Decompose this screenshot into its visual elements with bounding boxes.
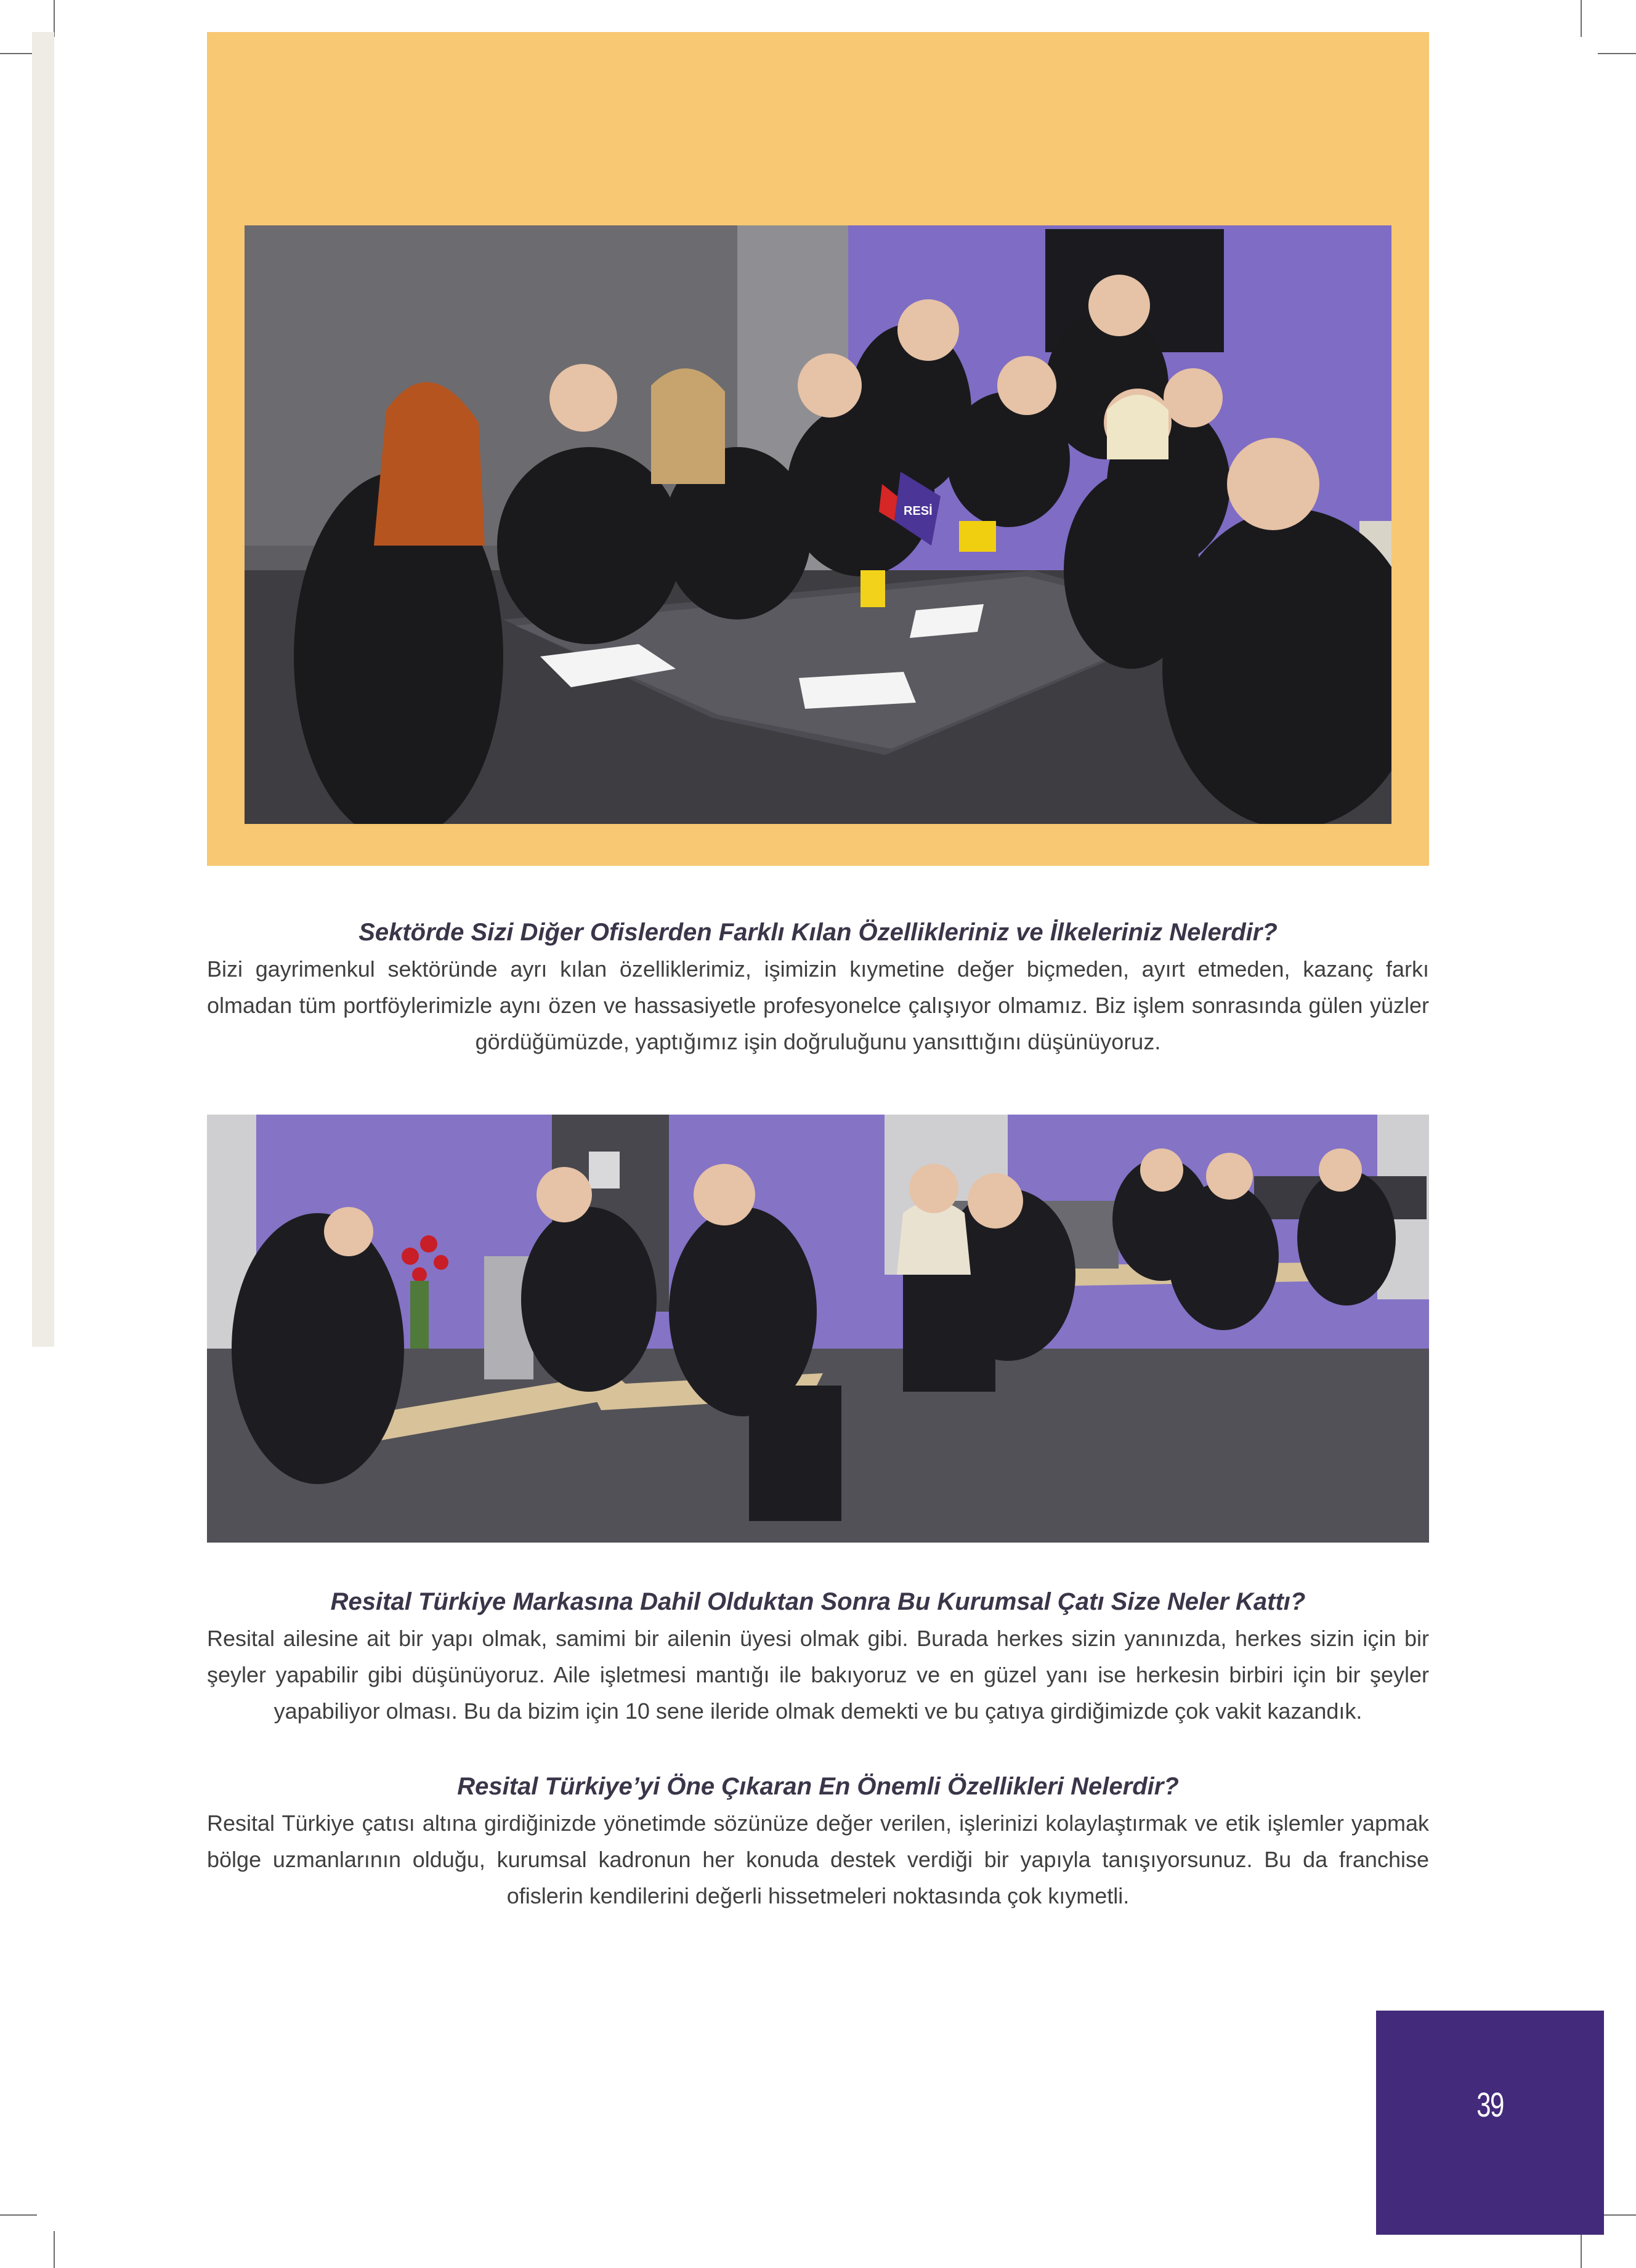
meeting-room-photo: [245, 225, 1391, 824]
crop-mark: [0, 53, 37, 54]
crop-mark: [54, 0, 55, 37]
crop-mark: [1581, 2231, 1582, 2268]
binding-strip: [32, 32, 54, 1347]
crop-mark: [54, 2231, 55, 2268]
section-body: Resital ailesine ait bir yapı olmak, samimi bir ailenin üyesi olmak gibi. Burada herkes sizin yanınızda, herkes sizin için bir şeyler yapabilir gibi düşünüyoruz. Aile işletmesi mantığı ile bakıyoruz ve en güzel yanı ise herkesin birbiri için bir şeyler yapabiliyor olması. Bu da bizim için 10 sene ileride olmak demekti ve bu çatıya girdiğimizde çok vakit kazandık.: [207, 1626, 1429, 1724]
flag-text: RESİ: [904, 504, 933, 518]
open-office-photo: [207, 1115, 1429, 1543]
section-key-features: [207, 1769, 1429, 1914]
section-office-difference: [207, 915, 1429, 1060]
section-corporate-roof: [207, 1584, 1429, 1729]
section-body: Bizi gayrimenkul sektöründe ayrı kılan özelliklerimiz, işimizin kıymetine değer biçmeden, ayırt etmeden, kazanç farkı olmadan tüm portföylerimizle aynı özen ve hassasiyetle profesyonelce çalışıyor olmamız. Biz işlem sonrasında gülen yüzler gördüğümüzde, yaptığımız işin doğruluğunu yansıttığını düşünüyoruz.: [207, 956, 1429, 1054]
page-number: 39: [1476, 2085, 1504, 2124]
crop-mark: [1598, 53, 1636, 54]
crop-mark: [1581, 0, 1582, 37]
section-heading: Resital Türkiye Markasına Dahil Olduktan Sonra Bu Kurumsal Çatı Size Neler Kattı?: [330, 1588, 1306, 1615]
page-number-box: [1376, 2011, 1604, 2235]
crop-mark: [0, 2214, 37, 2216]
section-body: Resital Türkiye çatısı altına girdiğinizde yönetimde sözünüze değer verilen, işlerinizi kolaylaştırmak ve etik işlemler yapmak bölge uzmanlarının olduğu, kurumsal kadronun her konuda destek verdiği bir yapıyla tanışıyorsunuz. Bu da franchise ofislerin kendilerini değerli hissetmeleri noktasında çok kıymetli.: [207, 1810, 1429, 1908]
section-heading: Sektörde Sizi Diğer Ofislerden Farklı Kılan Özellikleriniz ve İlkeleriniz Nelerdir?: [358, 919, 1278, 946]
section-heading: Resital Türkiye’yi Öne Çıkaran En Önemli Özellikleri Nelerdir?: [457, 1773, 1179, 1800]
